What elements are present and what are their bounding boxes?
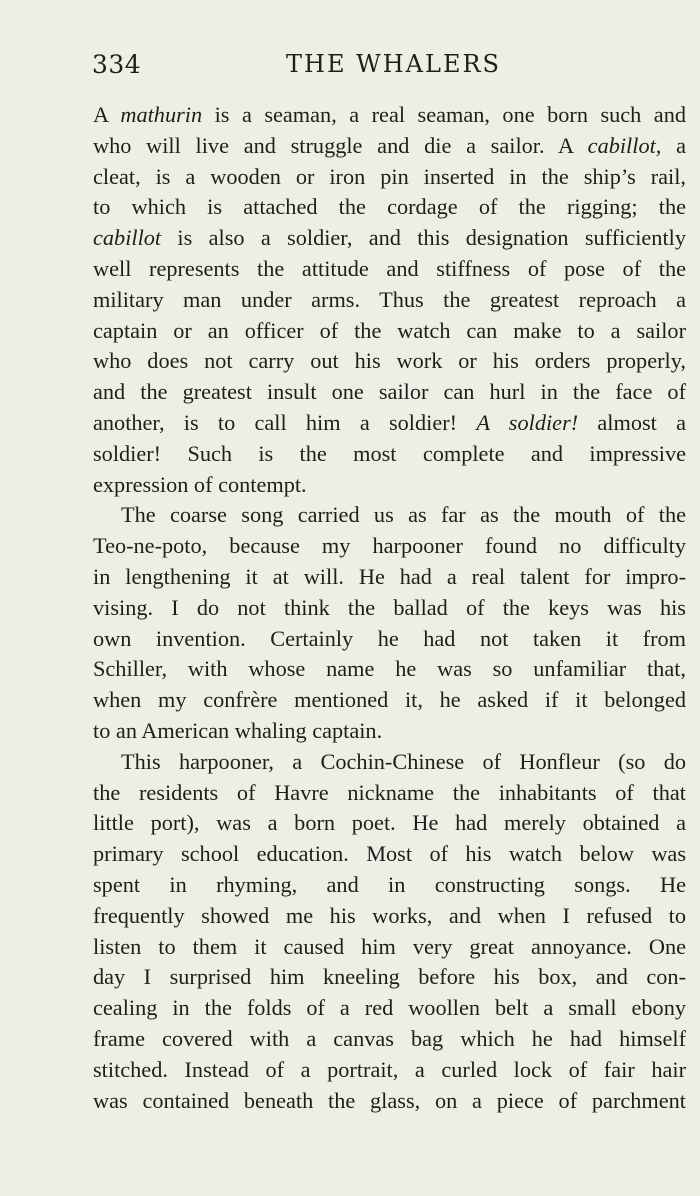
text-line: in lengthening it at will. He had a real talent for impro-: [93, 563, 686, 589]
text-line: another, is to call him a soldier! A soldier! almost a: [93, 409, 687, 435]
text-line: who will live and struggle and die a sailor. A cabillot, a: [93, 132, 686, 158]
running-title: THE WHALERS: [286, 50, 501, 78]
italic-term: cabillot,: [587, 132, 662, 158]
text-line: own invention. Certainly he had not taken it from: [93, 625, 686, 651]
text-line: cleat, is a wooden or iron pin inserted in the ship’s rail,: [93, 163, 686, 189]
paragraph: [93, 747, 686, 1117]
text-line: and the greatest insult one sailor can hurl in the face of: [93, 379, 686, 405]
text-line: frame covered with a canvas bag which he had himself: [93, 1025, 686, 1051]
text-line: This harpooner, a Cochin-Chinese of Honfleur (so do: [121, 748, 686, 774]
text-line: soldier! Such is the most complete and impressive: [93, 440, 686, 466]
italic-term: A soldier!: [476, 409, 579, 435]
paragraph: [93, 500, 686, 746]
text-line: to which is attached the cordage of the rigging; the: [93, 194, 686, 220]
text-line: A mathurin is a seaman, a real seaman, one born such and: [93, 102, 686, 127]
text-line: stitched. Instead of a portrait, a curled lock of fair hair: [93, 1056, 686, 1082]
text-line: frequently showed me his works, and when I refused to: [93, 902, 686, 928]
italic-term: cabillot: [93, 225, 162, 251]
text-line: vising. I do not think the ballad of the keys was his: [93, 594, 686, 620]
text-line: when my confrère mentioned it, he asked if it belonged: [93, 687, 686, 713]
text-line: was contained beneath the glass, on a piece of parchment: [93, 1087, 686, 1113]
text-line: day I surprised him kneeling before his box, and con-: [93, 964, 686, 990]
text-line: The coarse song carried us as far as the mouth of the: [121, 502, 686, 528]
body-text: [93, 100, 686, 1116]
text-line: spent in rhyming, and in constructing songs. He: [93, 871, 686, 897]
text-line: Schiller, with whose name he was so unfamiliar that,: [93, 656, 686, 682]
page-number: 334: [92, 50, 142, 79]
text-line: military man under arms. Thus the greatest reproach a: [93, 286, 686, 312]
page-header: [92, 50, 685, 82]
text-line: the residents of Havre nickname the inhabitants of that: [93, 779, 686, 805]
text-line: Teo-ne-poto, because my harpooner found no difficulty: [93, 533, 686, 559]
paragraph: [93, 100, 686, 500]
text-line: to an American whaling captain.: [93, 717, 383, 743]
text-line: cealing in the folds of a red woollen belt a small ebony: [93, 995, 686, 1021]
text-line: who does not carry out his work or his orders properly,: [93, 348, 686, 374]
italic-term: mathurin: [120, 102, 203, 127]
text-line: cabillot is also a soldier, and this designation sufficiently: [93, 225, 686, 251]
text-line: captain or an officer of the watch can make to a sailor: [93, 317, 686, 343]
text-line: expression of contempt.: [93, 471, 307, 497]
text-line: little port), was a born poet. He had merely obtained a: [93, 810, 686, 836]
text-line: listen to them it caused him very great annoyance. One: [93, 933, 686, 959]
text-line: primary school education. Most of his watch below was: [93, 841, 686, 867]
text-line: well represents the attitude and stiffness of pose of the: [93, 255, 686, 281]
